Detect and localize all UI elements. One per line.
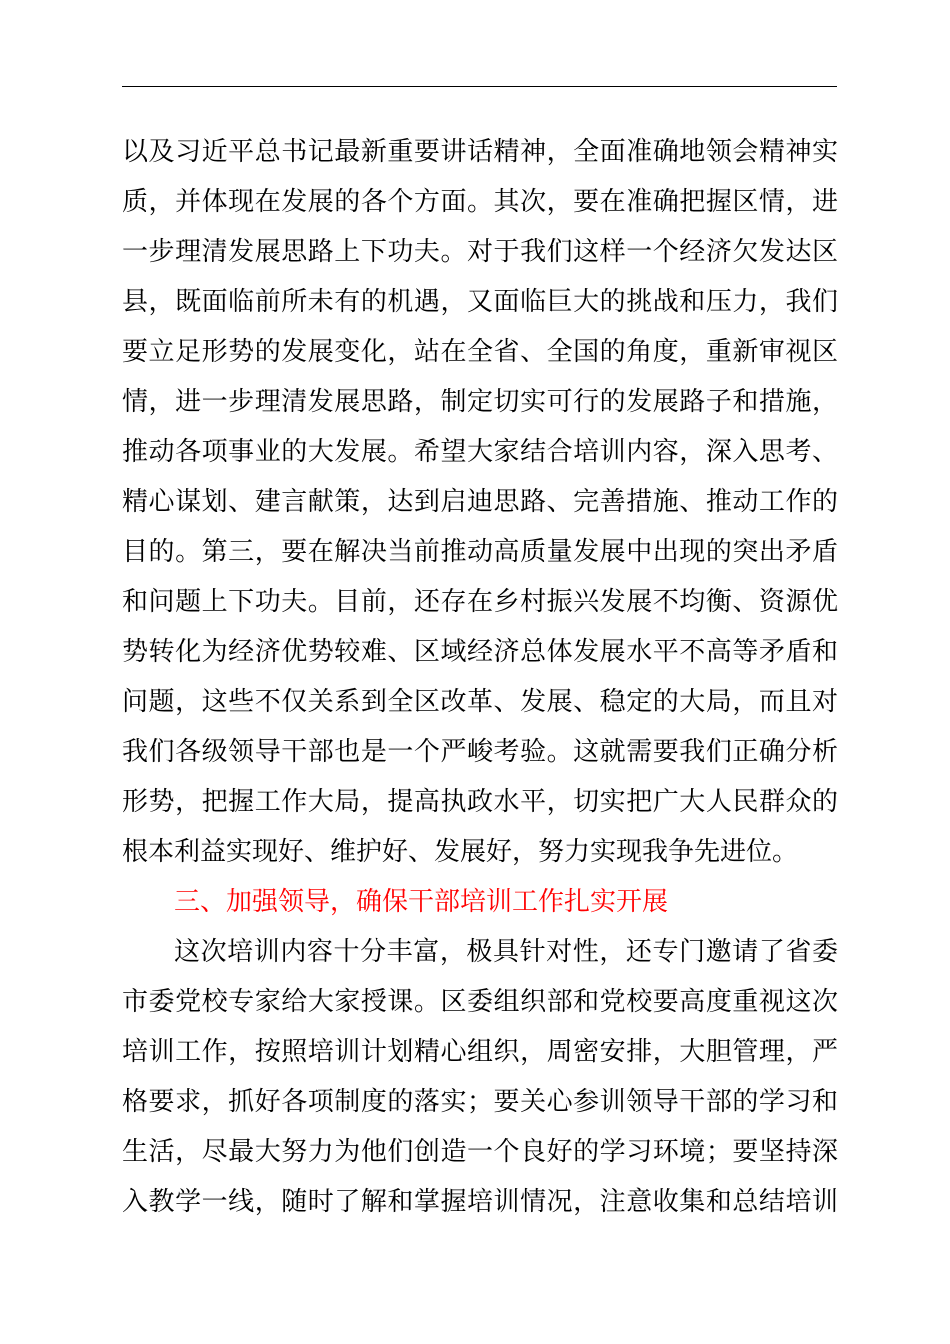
paragraph-line: 根本利益实现好、维护好、发展好，努力实现我争先进位。 — [122, 837, 799, 867]
paragraph-line: 情，进一步理清发展思路，制定切实可行的发展路子和措施， — [122, 387, 838, 417]
paragraph-line: 县，既面临前所未有的机遇，又面临巨大的挑战和压力，我们 — [122, 287, 838, 317]
paragraph-line: 质，并体现在发展的各个方面。其次，要在准确把握区情，进 — [122, 187, 838, 217]
paragraph-line: 势转化为经济优势较难、区域经济总体发展水平不高等矛盾和 — [122, 637, 838, 667]
paragraph-line: 我们各级领导干部也是一个严峻考验。这就需要我们正确分析 — [122, 737, 838, 767]
paragraph-line: 形势，把握工作大局，提高执政水平，切实把广大人民群众的 — [122, 787, 838, 817]
paragraph-line: 和问题上下功夫。目前，还存在乡村振兴发展不均衡、资源优 — [122, 587, 838, 617]
paragraph-line: 一步理清发展思路上下功夫。对于我们这样一个经济欠发达区 — [122, 237, 838, 267]
paragraph-line: 培训工作，按照培训计划精心组织，周密安排，大胆管理，严 — [122, 1037, 838, 1067]
paragraph-line: 生活，尽最大努力为他们创造一个良好的学习环境；要坚持深 — [122, 1137, 838, 1167]
paragraph-line: 格要求，抓好各项制度的落实；要关心参训领导干部的学习和 — [122, 1087, 838, 1117]
section-heading: 三、加强领导，确保干部培训工作扎实开展 — [174, 887, 669, 917]
paragraph-line: 这次培训内容十分丰富，极具针对性，还专门邀请了省委 — [174, 937, 838, 967]
paragraph-line: 推动各项事业的大发展。希望大家结合培训内容，深入思考、 — [122, 437, 838, 467]
paragraph-line: 以及习近平总书记最新重要讲话精神，全面准确地领会精神实 — [122, 137, 838, 167]
body-text — [122, 127, 838, 1227]
paragraph-line: 入教学一线，随时了解和掌握培训情况，注意收集和总结培训 — [122, 1187, 838, 1217]
paragraph-line: 问题，这些不仅关系到全区改革、发展、稳定的大局，而且对 — [122, 687, 838, 717]
paragraph-line: 目的。第三，要在解决当前推动高质量发展中出现的突出矛盾 — [122, 537, 838, 567]
header-rule — [122, 86, 837, 87]
paragraph-line: 要立足形势的发展变化，站在全省、全国的角度，重新审视区 — [122, 337, 838, 367]
paragraph-line: 精心谋划、建言献策，达到启迪思路、完善措施、推动工作的 — [122, 487, 838, 517]
paragraph-line: 市委党校专家给大家授课。区委组织部和党校要高度重视这次 — [122, 987, 838, 1017]
